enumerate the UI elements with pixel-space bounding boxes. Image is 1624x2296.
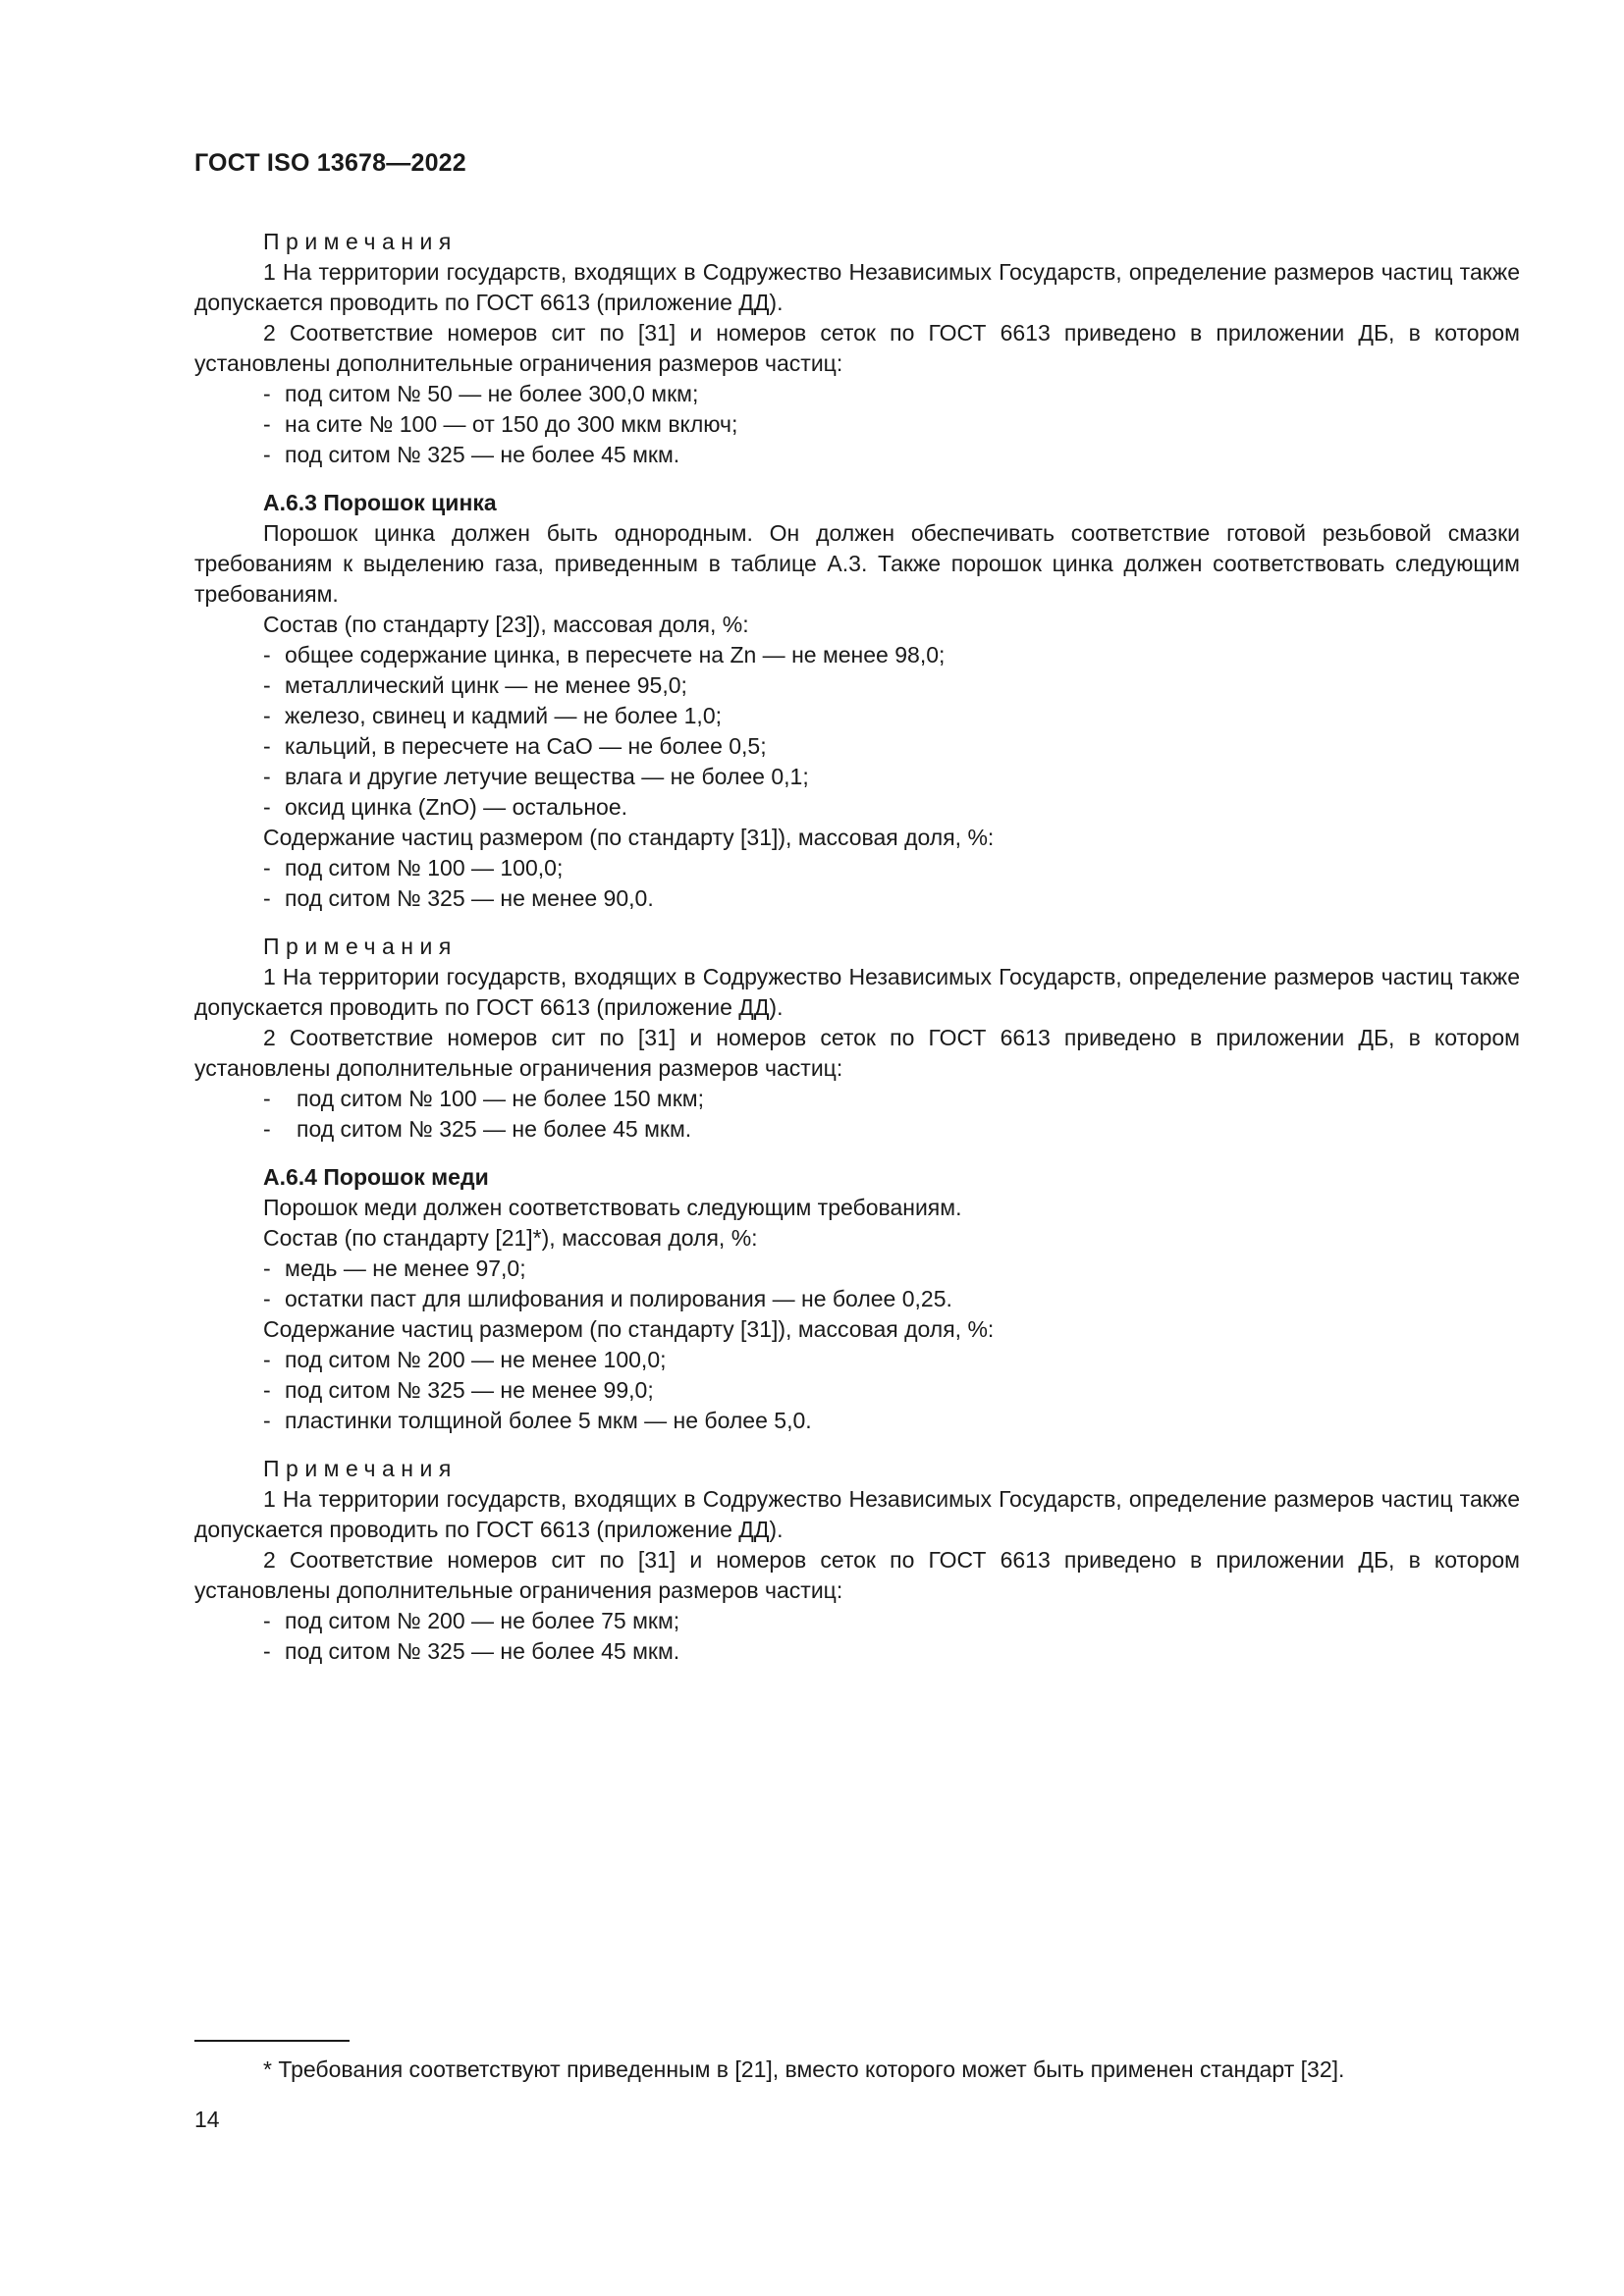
note-paragraph: 2 Соответствие номеров сит по [31] и номеров сеток по ГОСТ 6613 приведено в приложении ДБ, в котором установлены дополнительные ограничения размеров частиц: xyxy=(194,320,1520,376)
section-intro: Порошок меди должен соответствовать следующим требованиям. xyxy=(263,1195,962,1220)
footnote xyxy=(263,2055,1344,2085)
note-paragraph: 1 На территории государств, входящих в Содружество Независимых Государств, определение размеров частиц также допускается проводить по ГОСТ 6613 (приложение ДД). xyxy=(194,964,1520,1020)
list-item: - под ситом № 325 — не менее 90,0. xyxy=(263,885,654,911)
notes-heading: Примечания xyxy=(263,229,458,254)
notes-heading: Примечания xyxy=(263,1456,458,1481)
list-item: - кальций, в пересчете на CaO — не более 0,5; xyxy=(263,733,767,759)
notes-heading: Примечания xyxy=(263,934,458,959)
list-item: - оксид цинка (ZnO) — остальное. xyxy=(263,794,628,820)
footnote-separator xyxy=(194,2040,350,2042)
section-heading-copper: А.6.4 Порошок меди xyxy=(263,1164,489,1190)
list-item: - под ситом № 200 — не менее 100,0; xyxy=(263,1347,667,1372)
list-item: - медь — не менее 97,0; xyxy=(263,1255,526,1281)
list-item: - под ситом № 100 — 100,0; xyxy=(263,855,564,881)
particle-label: Содержание частиц размером (по стандарту [31]), массовая доля, %: xyxy=(263,1316,995,1342)
list-item: - металлический цинк — не менее 95,0; xyxy=(263,672,687,698)
list-item: - влага и другие летучие вещества — не более 0,1; xyxy=(263,764,809,789)
document-header-code: ГОСТ ISO 13678—2022 xyxy=(194,149,466,177)
note-paragraph: 1 На территории государств, входящих в Содружество Независимых Государств, определение размеров частиц также допускается проводить по ГОСТ 6613 (приложение ДД). xyxy=(194,1486,1520,1542)
list-item: - остатки паст для шлифования и полирования — не более 0,25. xyxy=(263,1286,952,1311)
composition-label: Состав (по стандарту [21]*), массовая доля, %: xyxy=(263,1225,758,1251)
section-intro: Порошок цинка должен быть однородным. Он должен обеспечивать соответствие готовой резьбовой смазки требованиям к выделению газа, приведенным в таблице А.3. Также порошок цинка должен соответствовать следующим требованиям. xyxy=(194,520,1520,607)
page-number: 14 xyxy=(194,2107,220,2132)
list-item: - под ситом № 325 — не более 45 мкм. xyxy=(263,1116,692,1142)
list-item: - пластинки толщиной более 5 мкм — не более 5,0. xyxy=(263,1408,812,1433)
list-item: - железо, свинец и кадмий — не более 1,0; xyxy=(263,703,723,728)
note-paragraph: 2 Соответствие номеров сит по [31] и номеров сеток по ГОСТ 6613 приведено в приложении ДБ, в котором установлены дополнительные ограничения размеров частиц: xyxy=(194,1547,1520,1603)
composition-label: Состав (по стандарту [23]), массовая доля, %: xyxy=(263,612,749,637)
section-heading-zinc: А.6.3 Порошок цинка xyxy=(263,490,497,515)
particle-label: Содержание частиц размером (по стандарту [31]), массовая доля, %: xyxy=(263,825,995,850)
list-item: - общее содержание цинка, в пересчете на Zn — не менее 98,0; xyxy=(263,642,946,667)
list-item: - под ситом № 100 — не более 150 мкм; xyxy=(263,1086,704,1111)
document-body xyxy=(194,227,1520,1667)
list-item: - на сите № 100 — от 150 до 300 мкм включ; xyxy=(263,411,738,437)
list-item: - под ситом № 325 — не менее 99,0; xyxy=(263,1377,654,1403)
list-item: - под ситом № 200 — не более 75 мкм; xyxy=(263,1608,680,1633)
list-item: - под ситом № 50 — не более 300,0 мкм; xyxy=(263,381,699,406)
footnote-marker: * xyxy=(263,2056,272,2082)
footnote-text: Требования соответствуют приведенным в [21], вместо которого может быть применен стандарт [32]. xyxy=(278,2056,1345,2082)
note-paragraph: 1 На территории государств, входящих в Содружество Независимых Государств, определение размеров частиц также допускается проводить по ГОСТ 6613 (приложение ДД). xyxy=(194,259,1520,315)
list-item: - под ситом № 325 — не более 45 мкм. xyxy=(263,442,680,467)
list-item: - под ситом № 325 — не более 45 мкм. xyxy=(263,1638,680,1664)
note-paragraph: 2 Соответствие номеров сит по [31] и номеров сеток по ГОСТ 6613 приведено в приложении ДБ, в котором установлены дополнительные ограничения размеров частиц: xyxy=(194,1025,1520,1081)
